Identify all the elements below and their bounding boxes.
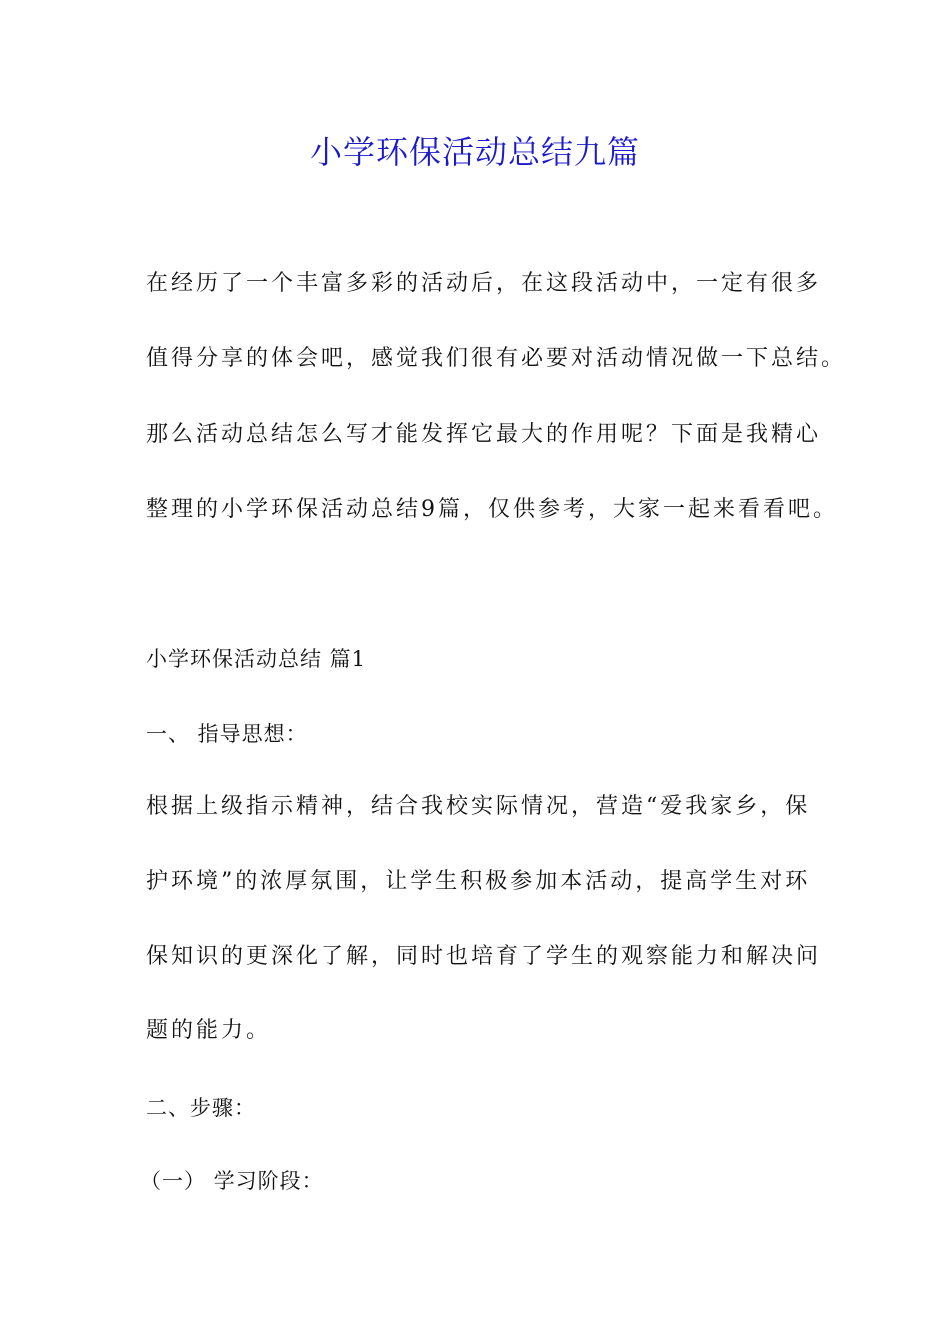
body-line-3: 保知识的更深化了解，同时也培育了学生的观察能力和解决问 [146, 944, 822, 969]
section-title: 小学环保活动总结 篇1 [146, 647, 367, 671]
body-line-1: 根据上级指示精神，结合我校实际情况，营造“爱我家乡，保 [146, 794, 811, 819]
intro-line-2: 值得分享的体会吧，感觉我们很有必要对活动情况做一下总结。 [146, 346, 847, 371]
heading-steps: 二、步骤： [146, 1096, 256, 1120]
body-line-2: 护环境”的浓厚氛围，让学生积极参加本活动，提高学生对环 [146, 869, 811, 894]
intro-line-3: 那么活动总结怎么写才能发挥它最大的作用呢？下面是我精心 [146, 422, 822, 447]
body-line-4: 题的能力。 [146, 1018, 272, 1043]
intro-line-4: 整理的小学环保活动总结9篇，仅供参考，大家一起来看看吧。 [146, 497, 838, 522]
intro-line-1: 在经历了一个丰富多彩的活动后，在这段活动中，一定有很多 [146, 271, 822, 296]
heading-study-stage: （一） 学习阶段： [140, 1169, 324, 1193]
heading-guiding-thought: 一、 指导思想： [146, 722, 308, 746]
document-title: 小学环保活动总结九篇 [309, 133, 640, 171]
